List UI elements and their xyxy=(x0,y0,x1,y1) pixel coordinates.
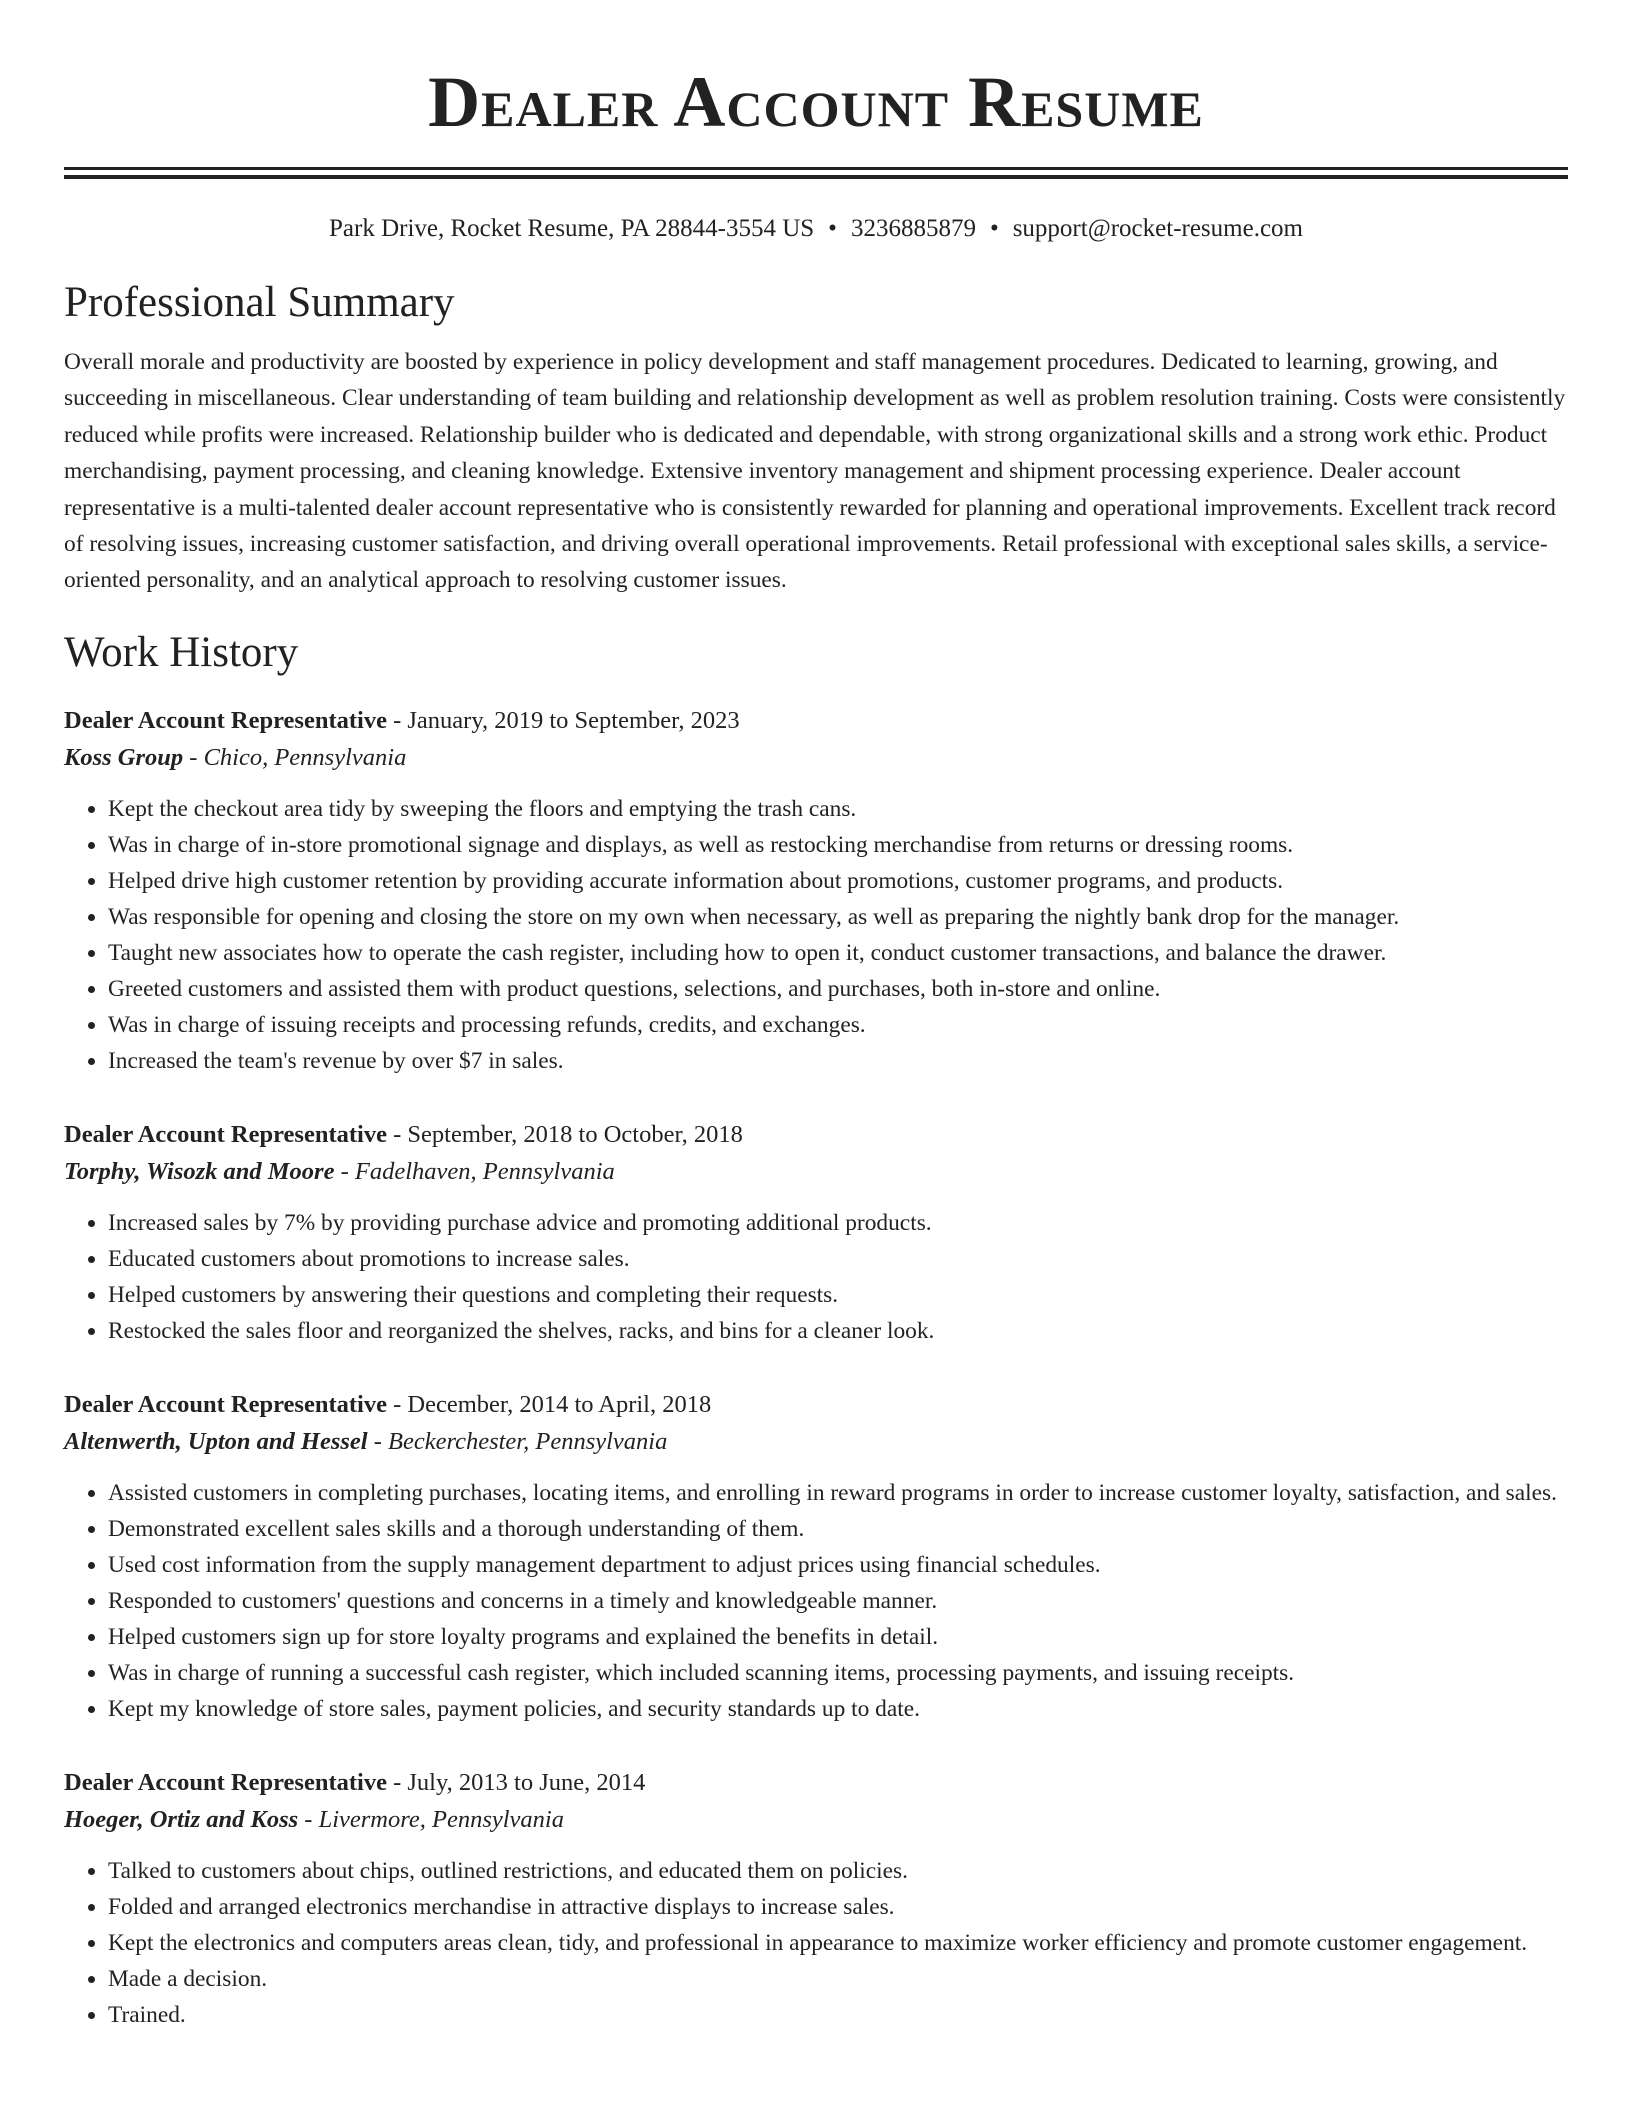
job-entry xyxy=(64,1387,1568,1727)
job-title-line xyxy=(64,703,1568,739)
company-name: Altenwerth, Upton and Hessel xyxy=(64,1427,368,1455)
summary-heading: Professional Summary xyxy=(64,279,455,326)
resume-title: Dealer Account Resume xyxy=(428,62,1204,142)
company-location: Chico, Pennsylvania xyxy=(203,743,407,771)
dash-separator: - xyxy=(298,1805,319,1833)
list-item: • Was responsible for opening and closing the store on my own when necessary, as well as preparing the nightly bank drop for the manager. xyxy=(108,899,1568,935)
company-name: Hoeger, Ortiz and Koss xyxy=(64,1805,299,1833)
work-history-heading: Work History xyxy=(64,628,299,676)
contact-address: Park Drive, Rocket Resume, PA 28844-3554 US xyxy=(329,215,815,242)
list-item: • Trained. xyxy=(108,1997,1568,2033)
list-item: • Restocked the sales floor and reorganized the shelves, racks, and bins for a cleaner look. xyxy=(108,1313,1568,1349)
job-bullets xyxy=(64,1205,1568,1349)
dash-separator: - xyxy=(386,1120,408,1148)
job-entry xyxy=(64,703,1568,1079)
list-item: • Greeted customers and assisted them with product questions, selections, and purchases, both in-store and online. xyxy=(108,971,1568,1007)
company-location: Beckerchester, Pennsylvania xyxy=(388,1427,668,1455)
list-item: • Demonstrated excellent sales skills and a thorough understanding of them. xyxy=(108,1511,1568,1547)
list-item: • Increased the team's revenue by over $7 in sales. xyxy=(108,1043,1568,1079)
contact-separator: • xyxy=(989,215,999,242)
list-item: • Was in charge of in-store promotional signage and displays, as well as restocking merchandise from returns or dressing rooms. xyxy=(108,827,1568,863)
company-name: Koss Group xyxy=(64,743,184,771)
list-item: • Kept my knowledge of store sales, payment policies, and security standards up to date. xyxy=(108,1691,1568,1727)
list-item: • Was in charge of running a successful cash register, which included scanning items, processing payments, and issuing receipts. xyxy=(108,1655,1568,1691)
company-name: Torphy, Wisozk and Moore xyxy=(64,1157,335,1185)
contact-phone: 3236885879 xyxy=(850,215,976,242)
dash-separator: - xyxy=(183,743,204,771)
job-entry xyxy=(64,1765,1568,2033)
dash-separator: - xyxy=(367,1427,388,1455)
list-item: • Made a decision. xyxy=(108,1961,1568,1997)
title-divider-thin xyxy=(64,175,1568,179)
contact-email: support@rocket-resume.com xyxy=(1012,215,1303,242)
list-item: • Helped customers by answering their questions and completing their requests. xyxy=(108,1277,1568,1313)
summary-text: Overall morale and productivity are boosted by experience in policy development and staff management procedures. Dedicated to learning, growing, and succeeding in miscellaneous. Clear understanding of team building and relationship development as well as problem resolution training. Costs were consistently reduced while profits were increased. Relationship builder who is dedicated and dependable, with strong organizational skills and a strong work ethic. Product merchandising, payment processing, and cleaning knowledge. Extensive inventory management and shipment processing experience. Dealer account representative is a multi-talented dealer account representative who is consistently rewarded for planning and operational improvements. Excellent track record of resolving issues, increasing customer satisfaction, and driving overall operational improvements. Retail professional with exceptional sales skills, a service-oriented personality, and an analytical approach to resolving customer issues. xyxy=(64,349,1566,594)
job-title: Dealer Account Representative xyxy=(64,1120,387,1148)
list-item: • Assisted customers in completing purchases, locating items, and enrolling in reward programs in order to increase customer loyalty, satisfaction, and sales. xyxy=(108,1475,1568,1511)
list-item: • Educated customers about promotions to increase sales. xyxy=(108,1241,1568,1277)
list-item: • Responded to customers' questions and concerns in a timely and knowledgeable manner. xyxy=(108,1583,1568,1619)
job-title-line xyxy=(64,1117,1568,1153)
list-item: • Kept the checkout area tidy by sweeping the floors and emptying the trash cans. xyxy=(108,791,1568,827)
job-title: Dealer Account Representative xyxy=(64,1390,387,1418)
job-bullets xyxy=(64,1853,1568,2033)
list-item: • Talked to customers about chips, outlined restrictions, and educated them on policies. xyxy=(108,1853,1568,1889)
company-line xyxy=(64,1423,1568,1461)
company-line xyxy=(64,1153,1568,1191)
resume-page xyxy=(64,0,1568,2033)
list-item: • Helped drive high customer retention by providing accurate information about promotions, customer programs, and products. xyxy=(108,863,1568,899)
job-entry xyxy=(64,1117,1568,1349)
list-item: • Folded and arranged electronics merchandise in attractive displays to increase sales. xyxy=(108,1889,1568,1925)
job-dates: December, 2014 to April, 2018 xyxy=(407,1390,712,1418)
dash-separator: - xyxy=(386,1768,408,1796)
list-item: • Was in charge of issuing receipts and processing refunds, credits, and exchanges. xyxy=(108,1007,1568,1043)
work-history-list xyxy=(64,703,1568,2033)
list-item: • Kept the electronics and computers areas clean, tidy, and professional in appearance to maximize worker efficiency and promote customer engagement. xyxy=(108,1925,1568,1961)
title-divider-thick xyxy=(64,167,1568,170)
dash-separator: - xyxy=(386,706,408,734)
list-item: • Taught new associates how to operate the cash register, including how to open it, conduct customer transactions, and balance the drawer. xyxy=(108,935,1568,971)
job-title: Dealer Account Representative xyxy=(64,1768,387,1796)
list-item: • Increased sales by 7% by providing purchase advice and promoting additional products. xyxy=(108,1205,1568,1241)
dash-separator: - xyxy=(334,1157,355,1185)
company-location: Fadelhaven, Pennsylvania xyxy=(354,1157,615,1185)
dash-separator: - xyxy=(386,1390,408,1418)
company-line xyxy=(64,1801,1568,1839)
contact-separator: • xyxy=(828,215,837,242)
list-item: • Used cost information from the supply management department to adjust prices using financial schedules. xyxy=(108,1547,1568,1583)
job-dates: September, 2018 to October, 2018 xyxy=(407,1120,743,1148)
contact-line xyxy=(64,213,1568,245)
company-location: Livermore, Pennsylvania xyxy=(318,1805,564,1833)
job-bullets xyxy=(64,791,1568,1079)
job-title: Dealer Account Representative xyxy=(64,706,387,734)
job-title-line xyxy=(64,1387,1568,1423)
list-item: • Helped customers sign up for store loyalty programs and explained the benefits in detail. xyxy=(108,1619,1568,1655)
job-dates: January, 2019 to September, 2023 xyxy=(407,706,740,734)
job-dates: July, 2013 to June, 2014 xyxy=(407,1768,646,1796)
job-title-line xyxy=(64,1765,1568,1801)
company-line xyxy=(64,739,1568,777)
job-bullets xyxy=(64,1475,1568,1727)
